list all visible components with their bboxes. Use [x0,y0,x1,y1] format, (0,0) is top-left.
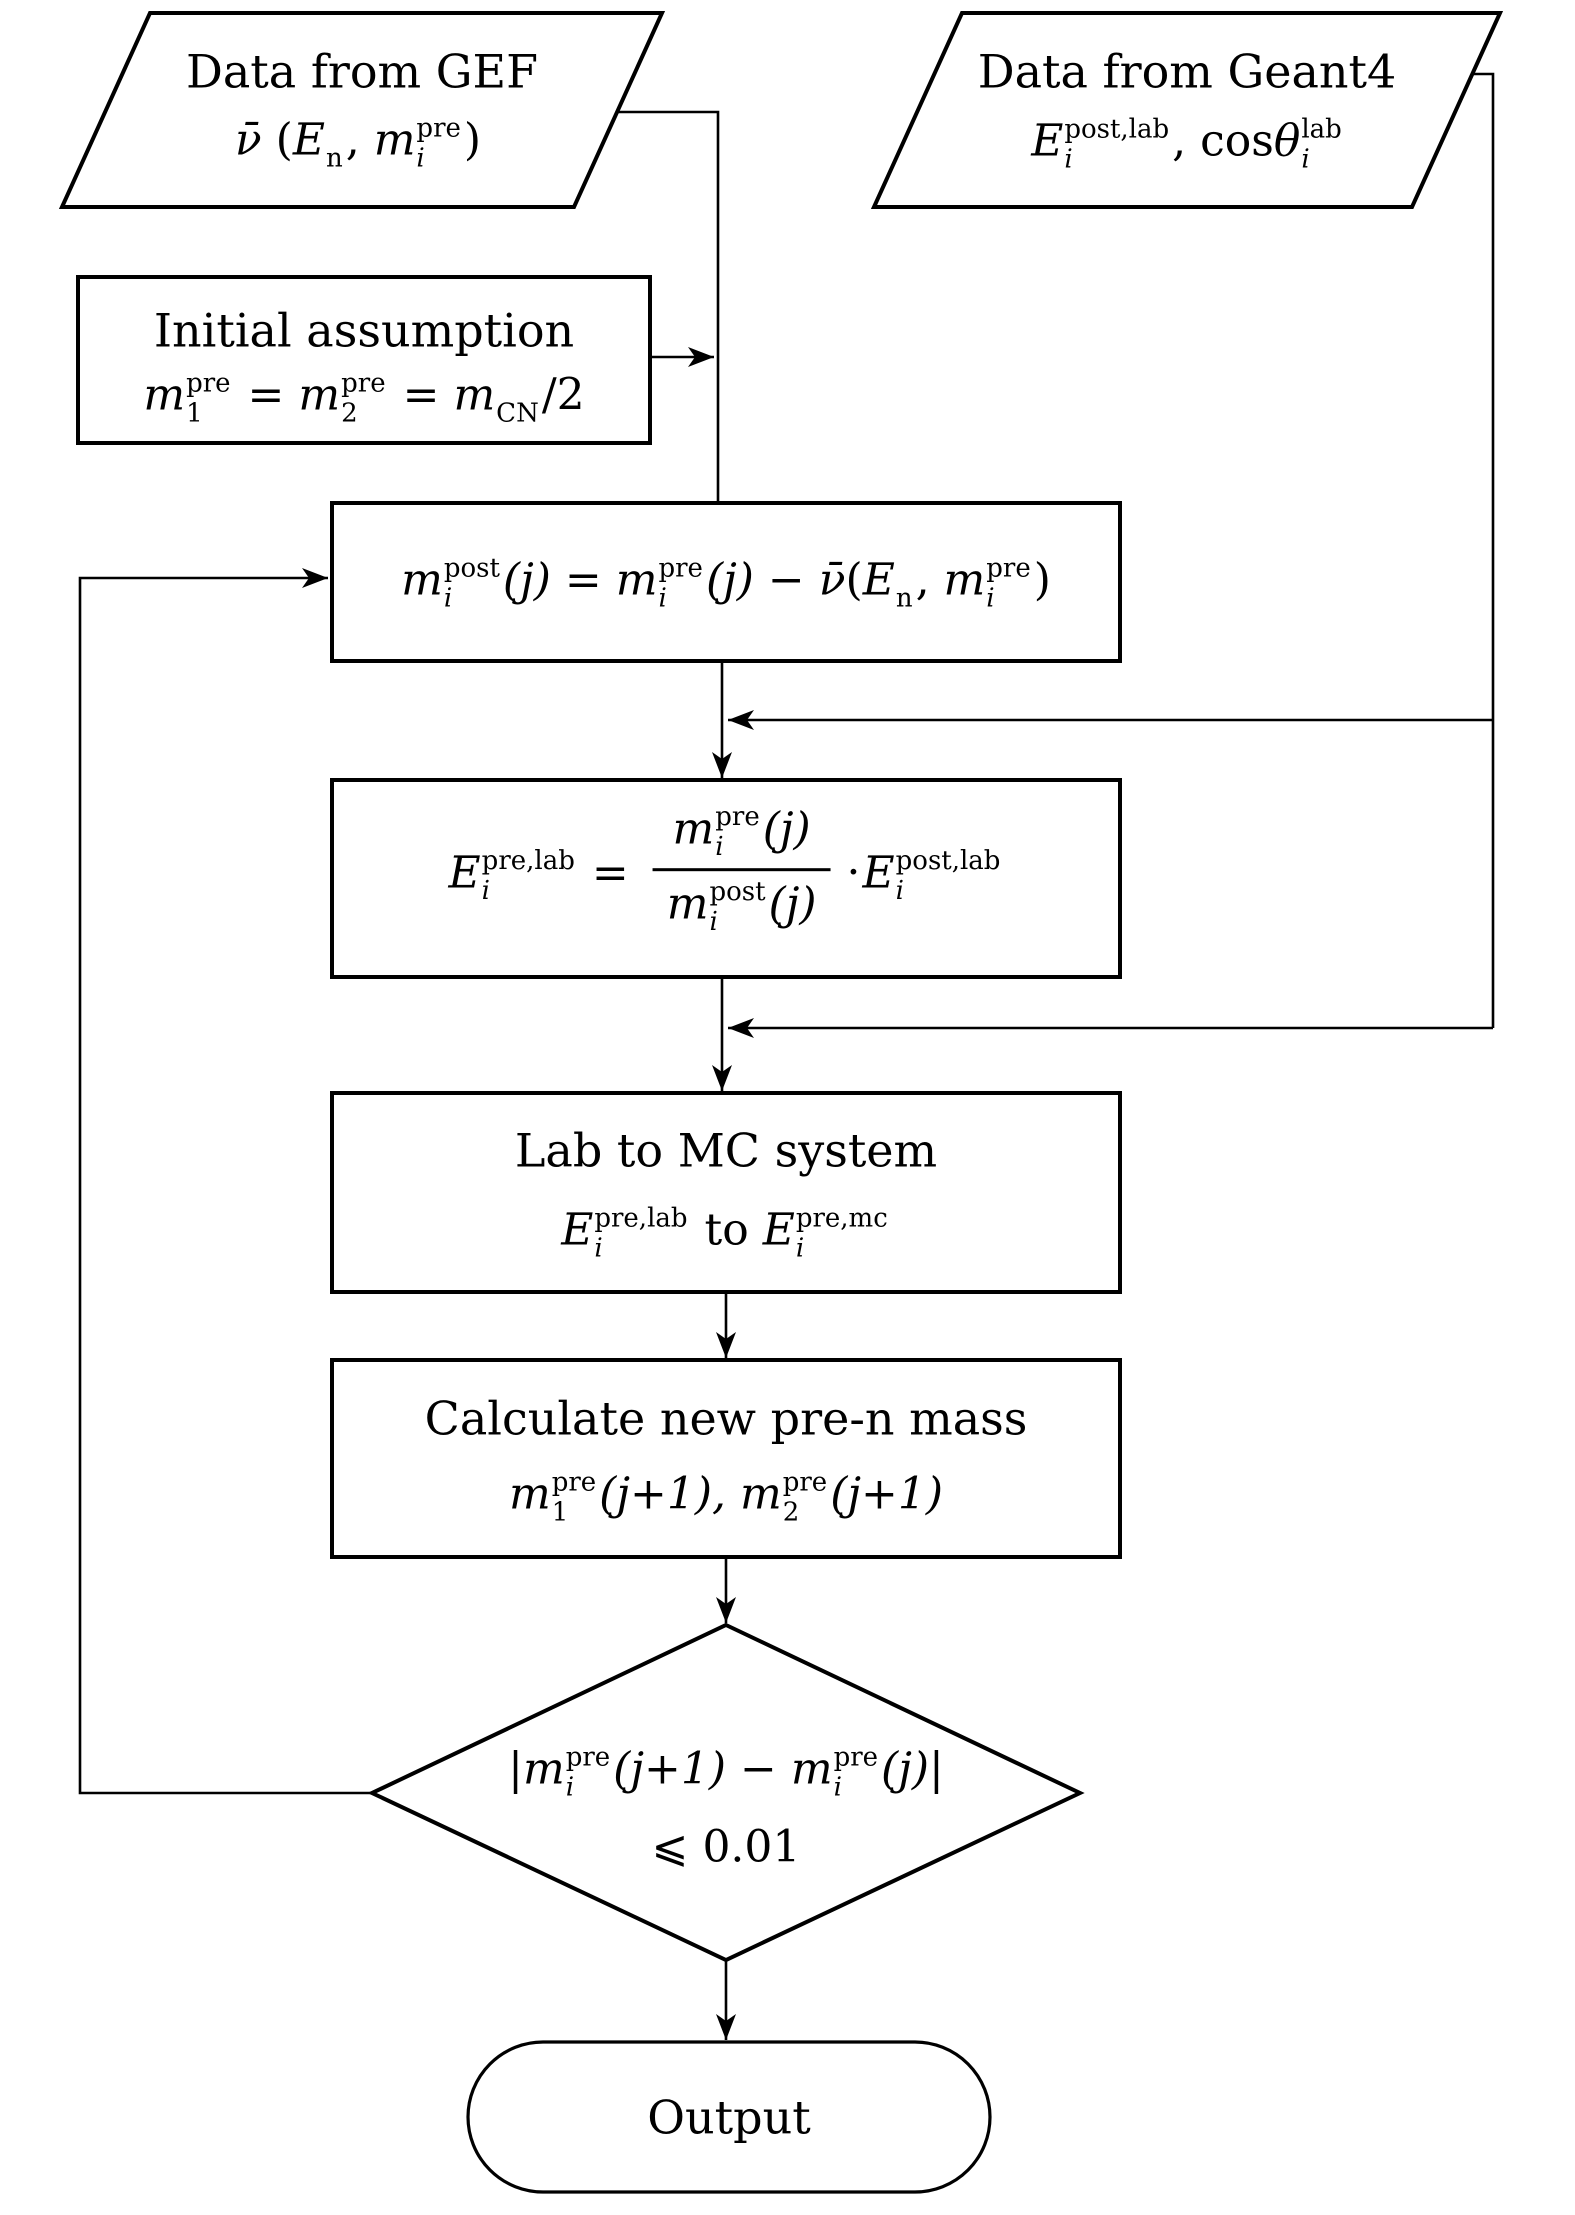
energy-formula: E pre,lab i = m pre i (j) m post i (j) ·E post,lab i [449,802,1004,950]
edge-loop-back [80,578,372,1793]
mpost-formula: m post i (j) = m pre i (j) − ν̄(E n , m pre i ) [401,553,1051,614]
geant4-formula: E post,lab i , cosθ lab i [1031,114,1342,175]
geant4-parallelogram [874,13,1500,207]
initial-assumption-formula: m pre 1 = m pre 2 = m CN /2 [143,368,585,429]
edge-geant4-vertical [1472,74,1493,1028]
lab-to-mc-formula: E pre,lab i to E pre,mc i [561,1203,888,1264]
gef-formula: ν̄ (E n , m pre i ) [234,113,482,174]
gef-title: Data from GEF [185,44,539,99]
calculate-mass-formula: m pre 1 (j+1), m pre 2 (j+1) [508,1467,944,1528]
geant4-title: Data from Geant4 [977,44,1397,99]
calculate-mass-title: Calculate new pre-n mass [424,1391,1028,1446]
mass-ratio-fraction: m pre i (j) m post i (j) [653,796,831,944]
output-label: Output [647,2090,811,2145]
decision-condition-line1: |m pre i (j+1) − m pre i (j)| [508,1742,944,1803]
lab-to-mc-title: Lab to MC system [514,1123,938,1178]
initial-assumption-title: Initial assumption [153,303,575,358]
gef-parallelogram [62,13,662,207]
decision-condition-line2: ⩽ 0.01 [651,1821,801,1873]
